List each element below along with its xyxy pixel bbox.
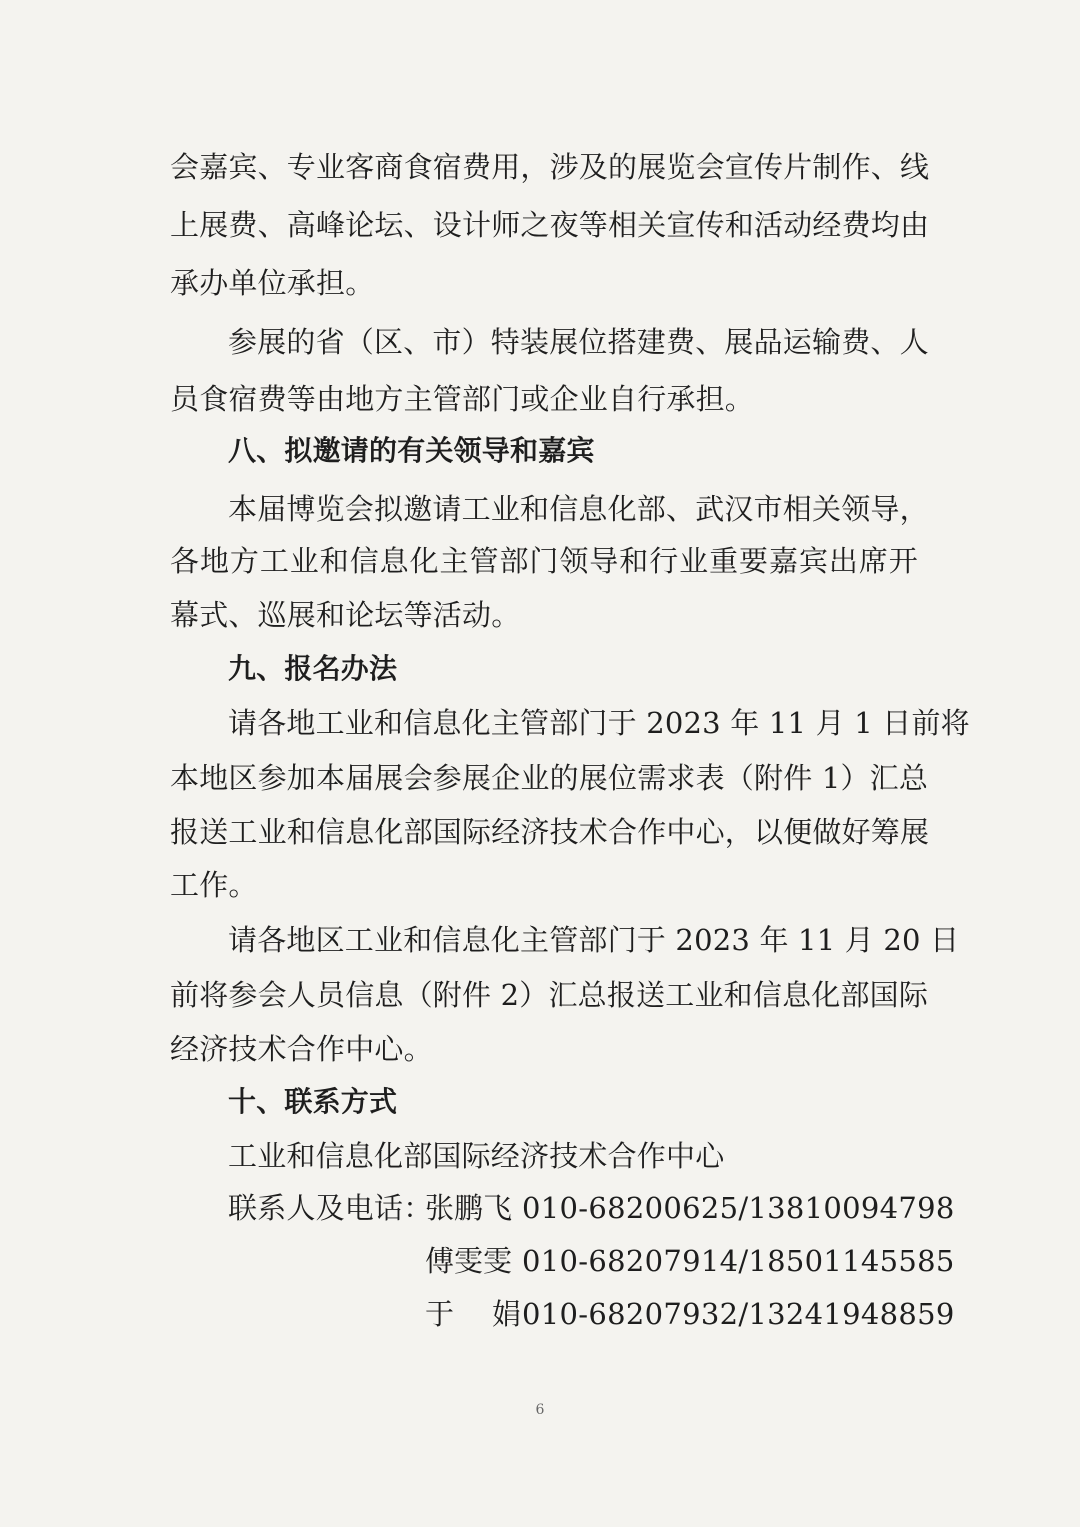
paragraph-line: 承办单位承担。	[170, 266, 375, 300]
paragraph-line: 经济技术合作中心。	[170, 1032, 433, 1066]
section-heading-9: 九、报名办法	[228, 652, 398, 685]
contact-phone: 010-68207914/18501145585	[522, 1244, 955, 1278]
paragraph-line: 员食宿费等由地方主管部门或企业自行承担。	[170, 382, 755, 416]
page-number: 6	[535, 1402, 545, 1418]
paragraph-line: 请各地工业和信息化主管部门于 2023 年 11 月 1 日前将	[228, 706, 970, 740]
paragraph-line: 参展的省（区、市）特装展位搭建费、展品运输费、人	[228, 325, 929, 359]
contact-name: 于娟	[425, 1297, 560, 1331]
paragraph-line: 各地方工业和信息化主管部门领导和行业重要嘉宾出席开	[170, 544, 918, 578]
paragraph-line: 前将参会人员信息（附件 2）汇总报送工业和信息化部国际	[170, 978, 929, 1012]
contact-name: 傅雯雯	[425, 1244, 513, 1278]
contact-name: 张鹏飞	[425, 1191, 513, 1225]
paragraph-line: 工作。	[170, 868, 258, 902]
paragraph-line: 请各地区工业和信息化主管部门于 2023 年 11 月 20 日	[228, 923, 960, 957]
paragraph-line: 幕式、巡展和论坛等活动。	[170, 598, 521, 632]
paragraph-line: 上展费、高峰论坛、设计师之夜等相关宣传和活动经费均由	[170, 208, 930, 242]
contact-organization: 工业和信息化部国际经济技术合作中心	[228, 1139, 725, 1173]
paragraph-line: 报送工业和信息化部国际经济技术合作中心，以便做好筹展	[170, 815, 930, 849]
contact-phone: 010-68207932/13241948859	[522, 1297, 955, 1331]
paragraph-line: 本届博览会拟邀请工业和信息化部、武汉市相关领导，	[228, 492, 929, 526]
contact-phone: 010-68200625/13810094798	[522, 1191, 955, 1225]
paragraph-line: 本地区参加本届展会参展企业的展位需求表（附件 1）汇总	[170, 761, 929, 795]
section-heading-10: 十、联系方式	[228, 1085, 398, 1118]
paragraph-line: 会嘉宾、专业客商食宿费用，涉及的展览会宣传片制作、线	[170, 150, 930, 184]
contact-label: 联系人及电话：	[228, 1191, 433, 1225]
section-heading-8: 八、拟邀请的有关领导和嘉宾	[228, 434, 595, 467]
